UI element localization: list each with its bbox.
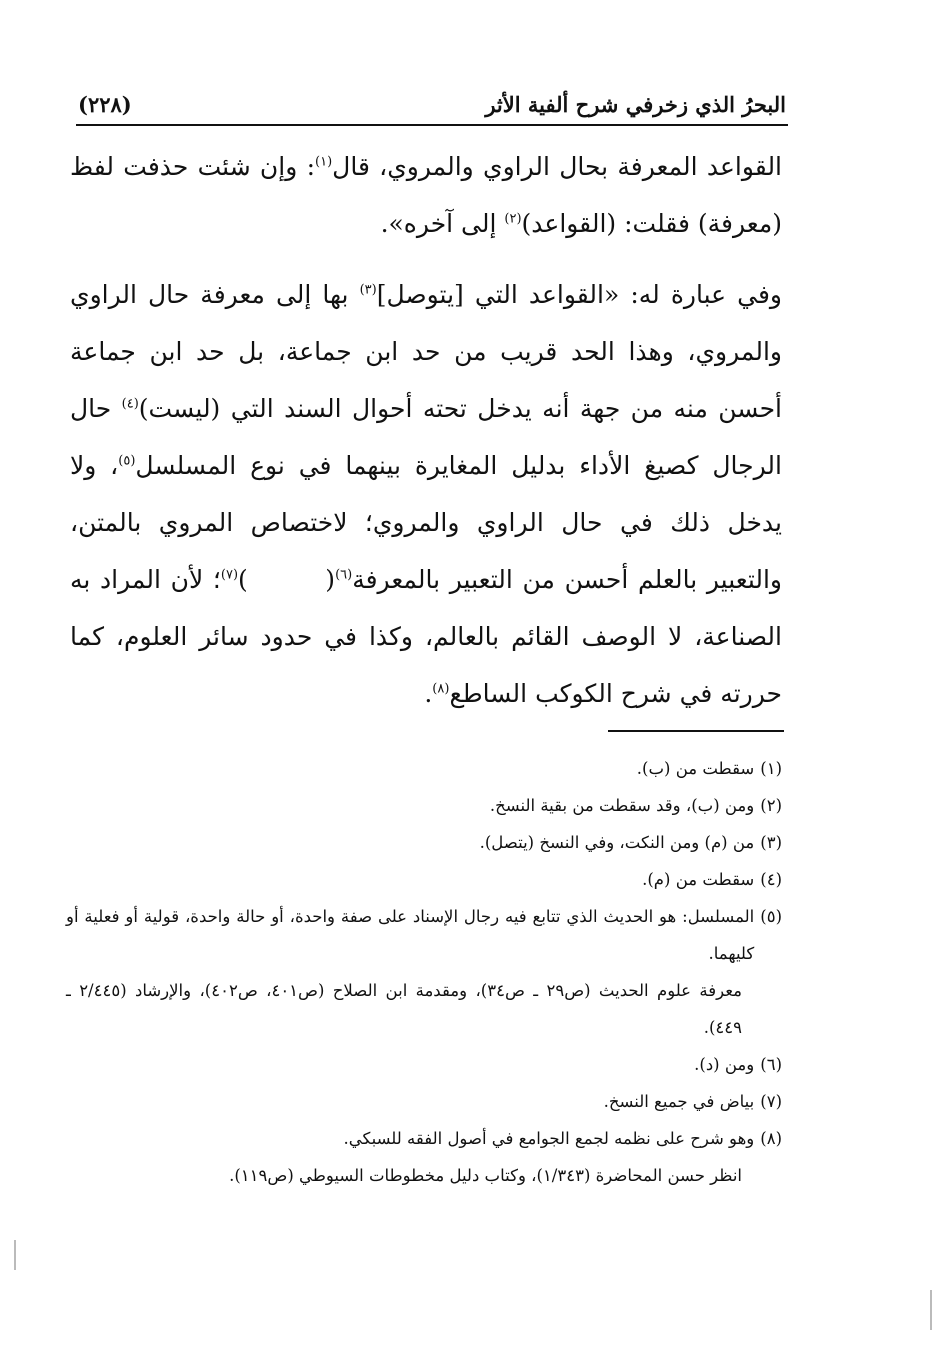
footnote-8-references: انظر حسن المحاضرة (١/٣٤٣)، وكتاب دليل مخطوطات السيوطي (ص١١٩). [229,1166,742,1185]
footnote-5-references: معرفة علوم الحديث (ص٢٩ ـ ص٣٤)، ومقدمة ابن الصلاح (ص٤٠١، ص٤٠٢)، والإرشاد (٢/٤٤٥ ـ ٤٤٩). [66,981,743,1037]
footnote-separator [608,730,784,732]
scan-edge-mark [930,1290,932,1330]
footnote-5: (٥) المسلسل: هو الحديث الذي تتابع فيه رجال الإسناد على صفة واحدة، أو حالة واحدة، قولية أو فعلية أو كليهما. [66,907,782,963]
footnote-ref-7: (٧) [220,567,239,583]
footnote-8: (٨) وهو شرح على نظمه لجمع الجوامع في أصول الفقه للسبكي. [343,1129,782,1148]
footnote-3: (٣) من (م) ومن النكت، وفي النسخ (يتصل). [479,833,782,852]
paragraph-2: وفي عبارة له: «القواعد التي [يتوصل]$^{(٣)}$ بها إلى معرفة حال الراوي والمروي، وهذا الحد قريب من حد ابن جماعة، بل حد ابن جماعة أحسن منه من جهة أنه يدخل تحته أحوال السند التي (ليست)$^{(٤)}$ حال الرجال كصيغ الأداء بدليل المغايرة بينهما في نوع المسلسل$^{(٥)}$، ولا يدخل ذلك في حال الراوي والمروي؛ لاختصاص المروي بالمتن، والتعبير بالعلم أحسن من التعبير بالمعرفة$^{(٦)}$( )$^{(٧)}$؛ لأن المراد به الصناعة، لا الوصف القائم بالعالم، وكذا في حدود سائر العلوم، كما حررته في شرح الكوكب الساطع$^{(٨)}$. [70,280,782,708]
footnote-2: (٢) ومن (ب)، وقد سقطت من بقية النسخ. [489,796,782,815]
footnote-ref-3: (٣) [359,282,377,298]
scan-edge-mark [14,1240,16,1270]
footnotes [66,750,782,1194]
footnote-ref-8: (٨) [432,681,450,697]
footnote-ref-4: (٤) [121,396,139,412]
footnote-6: (٦) ومن (د). [694,1055,782,1074]
footnote-ref-1: (١) [315,154,333,170]
footnote-ref-2: (٢) [504,211,522,227]
main-text [70,138,782,722]
running-header [78,86,786,122]
footnote-1: (١) سقطت من (ب). [636,759,782,778]
footnote-4: (٤) سقطت من (م). [642,870,782,889]
running-title: البحرُ الذي زخرفي شرح ألفية الأثر [485,91,786,117]
footnote-ref-6: (٦) [335,567,353,583]
paragraph-1: القواعد المعرفة بحال الراوي والمروي، قال$^{(١)}$: وإن شئت حذفت لفظ (معرفة) فقلت: (القواعد)$^{(٢)}$ إلى آخره». [70,152,783,238]
header-rule [76,124,788,126]
blank-gap: ( ) [238,565,336,594]
footnote-ref-5: (٥) [118,453,136,469]
page-number: (٢٢٨) [78,91,132,117]
footnote-7: (٧) بياض في جميع النسخ. [603,1092,782,1111]
